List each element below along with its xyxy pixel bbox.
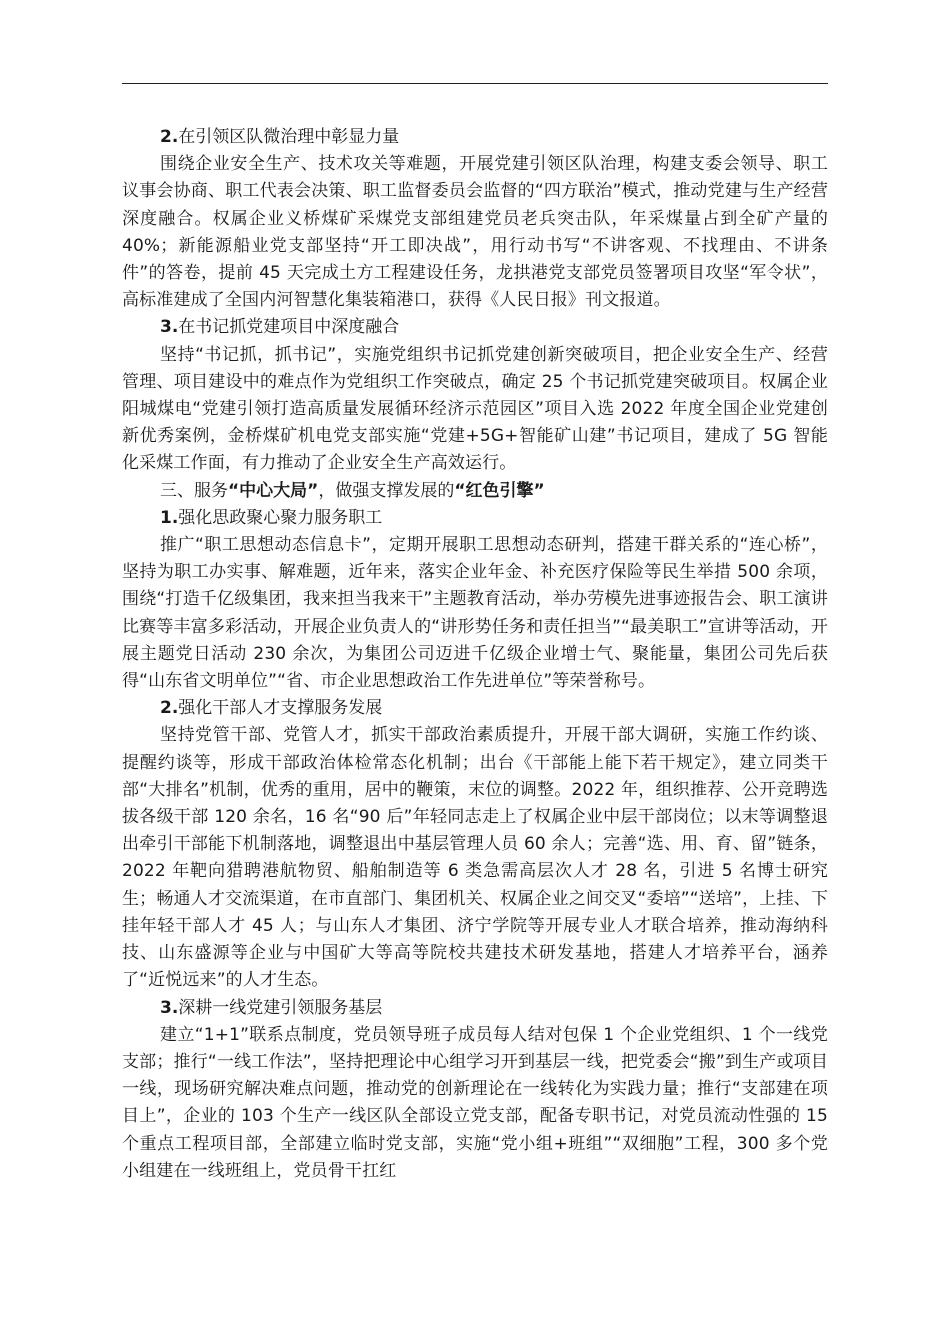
header-rule bbox=[122, 83, 828, 84]
paragraph-frontline: 建立“1+1”联系点制度，党员领导班子成员每人结对包保 1 个企业党组织、1 个一线党支部；推行“一线工作法”，坚持把理论中心组学习开到基层一线，把党委会“搬”到生产或项目一线，现场研究解决难点问题，推动党的创新理论在一线转化为实践力量；推行“支部建在项目上”，企业的 103 个生产一线区队全部设立党支部，配备专职书记，对党员流动性强的 15 个重点工程项目部，全部建立临时党支部，实施“党小组+班组”“双细胞”工程，300 多个党小组建在一线班组上，党员骨干扛红 bbox=[122, 1024, 828, 1181]
paragraph-ideology-service: 推广“职工思想动态信息卡”，定期开展职工思想动态研判，搭建干群关系的“连心桥”，坚持为职工办实事、解难题，近年来，落实企业年金、补充医疗保险等民生举措 500 余项，围绕“打造千亿级集团，我来担当我来干”主题教育活动，举办劳模先进事迹报告会、职工演讲比赛等丰富多彩活动，开展企业负责人的“讲形势任务和责任担当”“最美职工”宣讲等活动，开展主题党日活动 230 余次，为集团公司迈进千亿级企业增士气、聚能量，集团公司先后获得“山东省文明单位”“省、市企业思想政治工作先进单位”等荣誉称号。 bbox=[122, 535, 828, 692]
paragraph-secretary-projects: 坚持“书记抓，抓书记”，实施党组织书记抓党建创新突破项目，把企业安全生产、经营管理、项目建设中的难点作为党组织工作突破点，确定 25 个书记抓党建突破项目。权属企业阳城煤电“党建引领打造高质量发展循环经济示范园区”项目入选 2022 年度全国企业党建创新优秀案例，金桥煤矿机电党支部实施“党建+5G+智能矿山建”书记项目，建成了 5G 智能化采煤工作面，有力推动了企业安全生产高效运行。 bbox=[122, 344, 828, 474]
document-body bbox=[122, 124, 828, 1185]
subheading-2-district-governance: 2.在引领区队微治理中彰显力量 bbox=[160, 127, 400, 147]
subheading-3-secretary-projects: 3.在书记抓党建项目中深度融合 bbox=[160, 317, 400, 338]
section-title-3: 三、服务“中心大局”，做强支撑发展的“红色引擎” bbox=[160, 480, 545, 501]
paragraph-cadre-talent: 坚持党管干部、党管人才，抓实干部政治素质提升，开展干部大调研，实施工作约谈、提醒约谈等，形成干部政治体检常态化机制；出台《干部能上能下若干规定》，建立同类干部“大排名”机制，优秀的重用，居中的鞭策，末位的调整。2022 年，组织推荐、公开竞聘选拔各级干部 120 余名，16 名“90 后”年轻同志走上了权属企业中层干部岗位；以末等调整退出牵引干部能下机制落地，调整退出中基层管理人员 60 余人；完善“选、用、育、留”链条，2022 年靶向猎聘港航物贸、船舶制造等 6 类急需高层次人才 28 名，引进 5 名博士研究生；畅通人才交流渠道，在市直部门、集团机关、权属企业之间交叉“委培”“送培”，上挂、下挂年轻干部人才 45 人；与山东人才集团、济宁学院等开展专业人才联合培养，推动海纳科技、山东盛源等企业与中国矿大等高等院校共建技术研发基地，搭建人才培养平台，涵养了“近悦远来”的人才生态。 bbox=[122, 725, 828, 991]
subheading-3-frontline: 3.深耕一线党建引领服务基层 bbox=[160, 997, 383, 1018]
paragraph-district-governance: 围绕企业安全生产、技术攻关等难题，开展党建引领区队治理，构建支委会领导、职工议事会协商、职工代表会决策、职工监督委员会监督的“四方联治”模式，推动党建与生产经营深度融合。权属企业义桥煤矿采煤党支部组建党员老兵突击队，年采煤量占到全矿产量的 40%；新能源船业党支部坚持“开工即决战”，用行动书写“不讲客观、不找理由、不讲条件”的答卷，提前 45 天完成土方工程建设任务，龙拱港党支部党员签署项目攻坚“军令状”，高标准建成了全国内河智慧化集装箱港口，获得《人民日报》刊文报道。 bbox=[122, 154, 828, 311]
subheading-1-ideology-service: 1.强化思政聚心聚力服务职工 bbox=[160, 507, 383, 528]
subheading-2-cadre-talent: 2.强化干部人才支撑服务发展 bbox=[160, 698, 383, 719]
